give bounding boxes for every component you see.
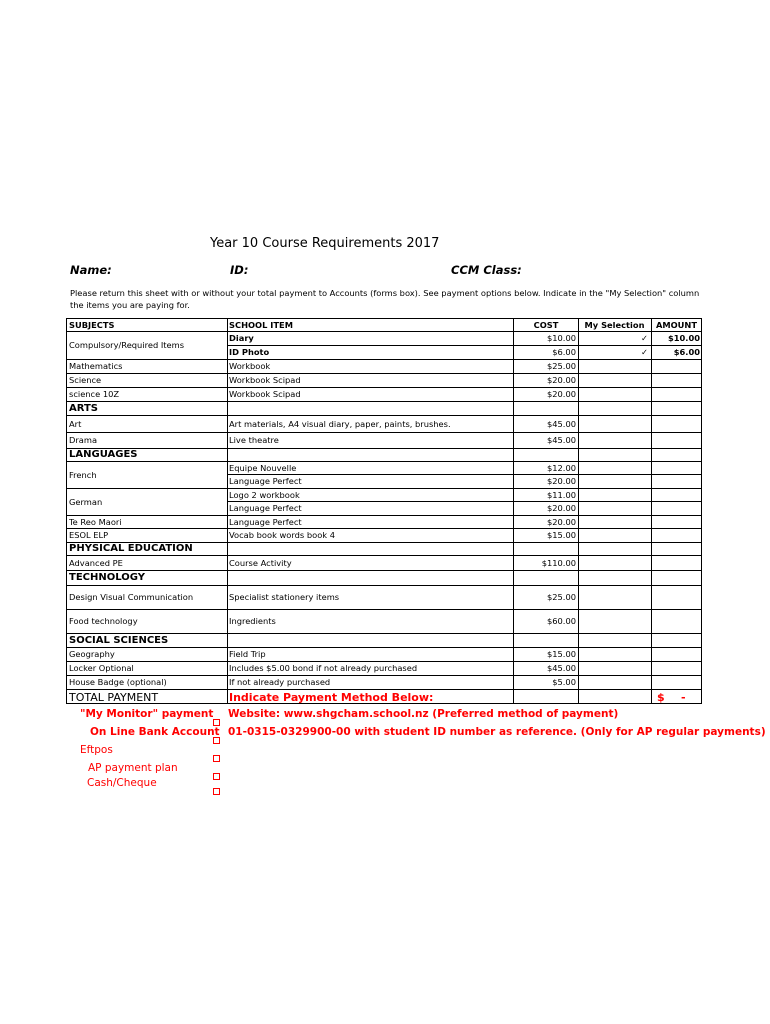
my-selection-cell[interactable]: [581, 555, 648, 570]
subject-cell: House Badge (optional): [69, 677, 167, 687]
subject-cell: Science: [69, 375, 102, 385]
amount-cell: [653, 585, 700, 609]
column-header-my-selection: My Selection: [584, 320, 645, 330]
school-item-cell: [229, 401, 511, 415]
column-header-cost: COST: [533, 320, 559, 330]
course-requirements-table: [66, 318, 702, 704]
cost-cell: [516, 542, 576, 555]
cost-cell: $45.00: [546, 435, 576, 445]
cost-cell: $45.00: [546, 663, 576, 673]
instructions-text: Please return this sheet with or without your total payment to Accounts (forms box). See payment options below. Indicate in the "My Selection" column the items you are paying for.: [70, 288, 700, 310]
subject-cell: Te Reo Maori: [69, 516, 122, 527]
school-item-cell: Course Activity: [229, 557, 292, 568]
subject-cell: French: [69, 469, 97, 480]
my-selection-cell[interactable]: [581, 515, 648, 528]
my-selection-cell[interactable]: ✓: [641, 333, 648, 343]
checkbox-icon: [213, 773, 220, 780]
school-item-cell: [229, 633, 511, 647]
section-title: TECHNOLOGY: [69, 572, 145, 583]
school-item-cell: [229, 570, 511, 585]
school-item-cell: Includes $5.00 bond if not already purchased: [229, 663, 418, 673]
checkbox-icon: [213, 755, 220, 762]
amount-cell: $6.00: [673, 347, 700, 357]
cost-cell: $15.00: [546, 530, 576, 540]
school-item-cell: Art materials, A4 visual diary, paper, paints, brushes.: [229, 418, 451, 429]
section-title: LANGUAGES: [69, 449, 138, 460]
section-title: SOCIAL SCIENCES: [69, 634, 169, 646]
my-selection-cell[interactable]: [581, 633, 648, 647]
cost-cell: $20.00: [546, 375, 576, 385]
cost-cell: $20.00: [546, 389, 576, 399]
subject-cell: Mathematics: [69, 361, 123, 371]
id-field-label: ID:: [230, 263, 249, 277]
amount-cell: [653, 661, 700, 675]
payment-method-label: AP payment plan: [88, 762, 178, 774]
school-item-cell: Ingredients: [229, 616, 276, 626]
table-row: [67, 415, 701, 432]
my-selection-cell[interactable]: [581, 585, 648, 609]
total-payment-row: [67, 689, 701, 705]
table-row: [67, 373, 701, 387]
cost-cell: [516, 570, 576, 585]
amount-cell: [653, 432, 700, 448]
section-header-row: [67, 401, 701, 415]
my-selection-cell[interactable]: [581, 432, 648, 448]
cost-cell: $25.00: [546, 361, 576, 371]
table-row: [67, 345, 701, 359]
payment-method-checkbox[interactable]: [213, 747, 220, 766]
section-header-row: [67, 448, 701, 461]
table-row: [67, 432, 701, 448]
amount-cell: [653, 387, 700, 401]
section-header-row: [67, 542, 701, 555]
my-selection-cell[interactable]: [581, 647, 648, 661]
subject-cell: Locker Optional: [69, 663, 134, 673]
amount-cell: [653, 448, 700, 461]
school-item-cell: [229, 542, 511, 555]
table-header-row: [67, 319, 701, 331]
section-title: PHYSICAL EDUCATION: [69, 543, 193, 554]
table-row: [67, 555, 701, 570]
column-header-subjects: SUBJECTS: [69, 320, 115, 330]
my-selection-cell[interactable]: [581, 415, 648, 432]
column-header-amount: AMOUNT: [655, 320, 698, 330]
cost-cell: $110.00: [541, 557, 576, 568]
subject-cell: Compulsory/Required Items: [69, 340, 185, 350]
school-item-cell: ID Photo: [229, 347, 270, 357]
cost-cell: $25.00: [546, 592, 576, 602]
amount-cell: [653, 675, 700, 689]
my-selection-cell[interactable]: [581, 488, 648, 501]
my-selection-cell[interactable]: [581, 570, 648, 585]
section-title: ARTS: [69, 402, 99, 414]
subject-cell: Advanced PE: [69, 557, 123, 568]
amount-cell: [653, 555, 700, 570]
my-selection-cell[interactable]: [581, 501, 648, 515]
school-item-cell: Workbook Scipad: [229, 389, 301, 399]
my-selection-cell[interactable]: [581, 387, 648, 401]
total-amount-value[interactable]: -: [681, 690, 686, 704]
payment-method-detail: Website: www.shgcham.school.nz (Preferred method of payment): [228, 708, 619, 720]
table-row: [67, 331, 701, 350]
cost-cell: $12.00: [546, 462, 576, 473]
cost-cell: $11.00: [546, 489, 576, 500]
school-item-cell: Language Perfect: [229, 516, 302, 527]
amount-cell: [653, 633, 700, 647]
table-row: [67, 501, 701, 515]
amount-cell: [653, 647, 700, 661]
subject-cell: ESOL ELP: [69, 530, 109, 540]
indicate-payment-method-label: Indicate Payment Method Below:: [229, 690, 434, 704]
my-selection-cell[interactable]: [581, 528, 648, 542]
school-item-cell: Language Perfect: [229, 503, 302, 513]
subject-cell: [69, 345, 225, 359]
payment-method-label: Eftpos: [80, 744, 113, 756]
amount-cell: [653, 570, 700, 585]
subject-cell: science 10Z: [69, 389, 120, 399]
school-item-cell: [229, 448, 511, 461]
school-item-cell: Vocab book words book 4: [229, 530, 336, 540]
total-payment-label: TOTAL PAYMENT: [69, 690, 159, 704]
my-selection-cell[interactable]: [581, 661, 648, 675]
subject-cell: Design Visual Communication: [69, 592, 194, 602]
table-row: [67, 359, 701, 373]
subject-cell: [69, 474, 225, 488]
school-item-cell: Language Perfect: [229, 476, 302, 486]
table-row: [67, 461, 701, 480]
subject-cell: Drama: [69, 435, 98, 445]
checkbox-icon: [213, 788, 220, 795]
amount-cell: [653, 373, 700, 387]
my-selection-cell[interactable]: [581, 373, 648, 387]
total-dollar-sign: $: [657, 690, 665, 704]
table-row: [67, 387, 701, 401]
name-field-label: Name:: [70, 263, 112, 277]
cost-cell: $45.00: [546, 418, 576, 429]
table-row: [67, 474, 701, 488]
cost-cell: $60.00: [546, 616, 576, 626]
cost-cell: $5.00: [552, 677, 576, 687]
my-selection-cell[interactable]: [581, 448, 648, 461]
cost-cell: [516, 633, 576, 647]
amount-cell: [653, 542, 700, 555]
school-item-cell: Diary: [229, 333, 254, 343]
school-item-cell: Live theatre: [229, 435, 279, 445]
section-header-row: [67, 633, 701, 647]
checkbox-icon: [213, 719, 220, 726]
amount-cell: [653, 474, 700, 488]
school-item-cell: Field Trip: [229, 649, 266, 659]
school-item-cell: Workbook: [229, 361, 271, 371]
cost-cell: $20.00: [546, 476, 576, 486]
my-selection-cell[interactable]: [581, 675, 648, 689]
table-row: [67, 609, 701, 633]
my-selection-cell[interactable]: [581, 401, 648, 415]
amount-cell: [653, 359, 700, 373]
table-row: [67, 515, 701, 528]
amount-cell: [653, 609, 700, 633]
amount-cell: [653, 488, 700, 501]
cost-cell: [516, 448, 576, 461]
my-selection-cell[interactable]: [581, 461, 648, 474]
school-item-cell: Workbook Scipad: [229, 375, 301, 385]
amount-cell: [653, 461, 700, 474]
cost-cell: $15.00: [546, 649, 576, 659]
amount-cell: [653, 415, 700, 432]
amount-cell: [653, 515, 700, 528]
page-title: Year 10 Course Requirements 2017: [210, 236, 440, 251]
subject-cell: Geography: [69, 649, 115, 659]
payment-method-checkbox[interactable]: [213, 729, 220, 748]
ccm-class-field-label: CCM Class:: [451, 263, 522, 277]
cost-cell: $10.00: [546, 333, 576, 343]
school-item-cell: Specialist stationery items: [229, 592, 340, 602]
payment-method-label: Cash/Cheque: [87, 777, 157, 789]
table-row: [67, 488, 701, 507]
amount-cell: $10.00: [667, 333, 700, 343]
amount-cell: [653, 501, 700, 515]
table-row: [67, 675, 701, 689]
table-row: [67, 585, 701, 609]
checkbox-icon: [213, 737, 220, 744]
column-header-school-item: SCHOOL ITEM: [229, 320, 293, 330]
table-row: [67, 528, 701, 542]
payment-method-detail: 01-0315-0329900-00 with student ID number as reference. (Only for AP regular payments): [228, 726, 766, 738]
payment-method-label: "My Monitor" payment: [80, 708, 214, 720]
my-selection-cell[interactable]: [581, 474, 648, 488]
cost-cell: [516, 401, 576, 415]
payment-method-label: On Line Bank Account: [90, 726, 220, 738]
section-header-row: [67, 570, 701, 585]
my-selection-cell[interactable]: [581, 542, 648, 555]
table-row: [67, 661, 701, 675]
school-item-cell: Equipe Nouvelle: [229, 462, 297, 473]
subject-cell: Food technology: [69, 616, 138, 626]
subject-cell: Art: [69, 418, 82, 429]
my-selection-cell[interactable]: [581, 359, 648, 373]
school-item-cell: Logo 2 workbook: [229, 489, 300, 500]
amount-cell: [653, 401, 700, 415]
my-selection-cell[interactable]: [581, 609, 648, 633]
payment-method-checkbox[interactable]: [213, 780, 220, 799]
cost-cell: $20.00: [546, 516, 576, 527]
school-item-cell: If not already purchased: [229, 677, 331, 687]
subject-cell: German: [69, 496, 103, 507]
table-row: [67, 647, 701, 661]
cost-cell: $6.00: [552, 347, 576, 357]
amount-cell: [653, 528, 700, 542]
cost-cell: $20.00: [546, 503, 576, 513]
my-selection-cell[interactable]: ✓: [641, 347, 648, 357]
subject-cell: [69, 501, 225, 515]
